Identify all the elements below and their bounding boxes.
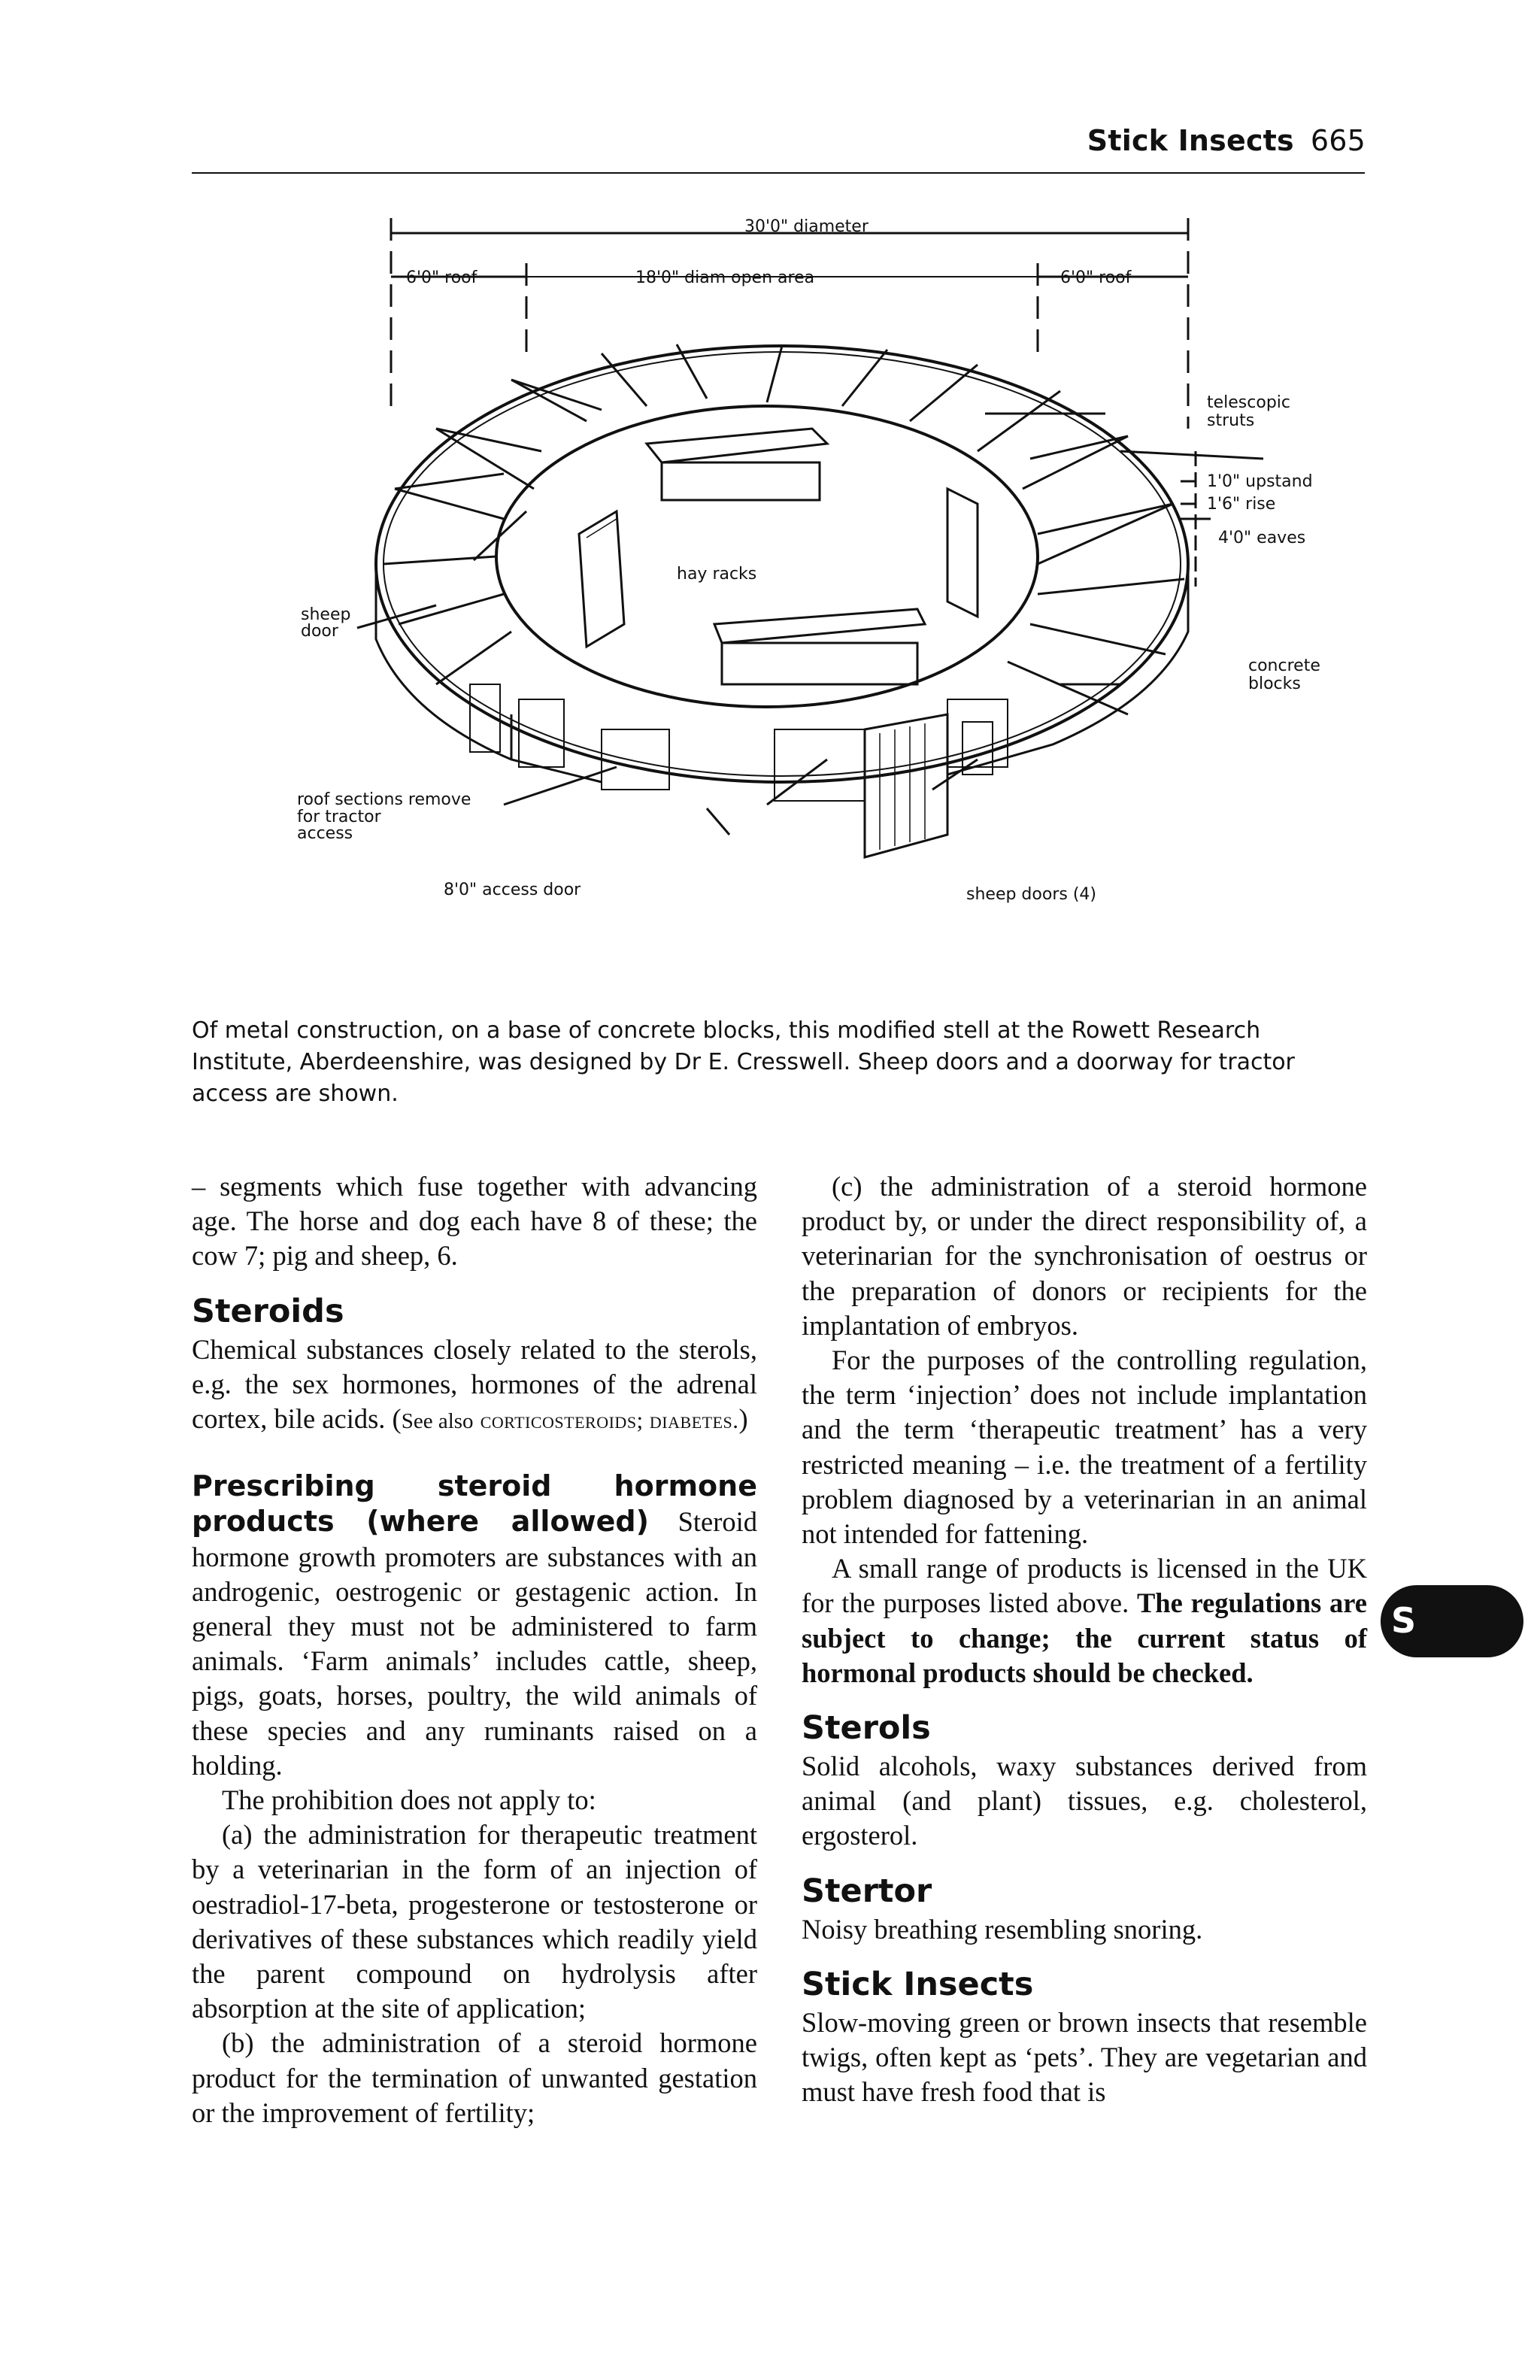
sheep-stell-illustration bbox=[286, 203, 1369, 985]
item-c-paragraph: (c) the administration of a steroid hormone product by, or under the direct responsibility of, a veterinarian for the synchronisation of oestrus or the preparation of donors or recipients for the implantation of embryos. bbox=[802, 1171, 1367, 1341]
thumb-tab-letter: S bbox=[1391, 1600, 1417, 1641]
steroids-text: Chemical substances closely related to the sterols, e.g. the sex hormones, hormones of the adrenal cortex, bile acids. ( bbox=[192, 1333, 757, 1435]
svg-text:sheep doors (4): sheep doors (4) bbox=[966, 885, 1096, 904]
svg-text:access: access bbox=[297, 824, 353, 843]
sterols-paragraph: Solid alcohols, waxy substances derived from animal (and plant) tissues, e.g. cholesterol, ergosterol. bbox=[802, 1751, 1367, 1851]
licensed-text: A small range of products is licensed in the UK for the purposes listed above. bbox=[802, 1553, 1367, 1619]
hay-rack-left bbox=[579, 511, 624, 647]
item-b-paragraph: (b) the administration of a steroid hormone product for the termination of unwanted gestation or the improvement of fertility; bbox=[192, 2027, 757, 2128]
steroids-paragraph bbox=[192, 1332, 757, 1439]
svg-text:6'0" roof: 6'0" roof bbox=[1060, 268, 1132, 287]
svg-text:telescopic: telescopic bbox=[1207, 393, 1290, 412]
hay-rack-bottom bbox=[714, 609, 925, 684]
heading-prescribing: Prescribing steroid hormone products (where allowed) bbox=[192, 1469, 757, 1539]
item-a-paragraph: (a) the administration for therapeutic treatment by a veterinarian in the form of an injection of oestradiol-17-beta, progesterone or testosterone or derivatives of these substances which readily yield the parent compound on hydrolysis after absorption at the site of application; bbox=[192, 1819, 757, 2024]
continuation-paragraph: – segments which fuse together with advancing age. The horse and dog each have 8 of these; the cow 7; pig and sheep, 6. bbox=[192, 1171, 757, 1272]
running-head-title: Stick Insects bbox=[1087, 124, 1294, 157]
heading-stick-insects: Stick Insects bbox=[802, 1965, 1034, 2003]
svg-text:30'0" diameter: 30'0" diameter bbox=[744, 217, 869, 236]
cross-references: corticosteroids; diabetes. bbox=[480, 1407, 739, 1434]
thumb-index-tab bbox=[1381, 1585, 1523, 1657]
prescribing-text: Steroid hormone growth promoters are substances with an androgenic, oestrogenic or gestagenic action. In general they must not be administered to farm animals. ‘Farm animals’ includes cattle, sheep, pigs, goats, horses, poultry, the wild animals of these species and any ruminants raised on a holding. bbox=[192, 1506, 757, 1781]
svg-text:roof sections remove: roof sections remove bbox=[297, 790, 471, 809]
svg-text:sheep: sheep bbox=[301, 605, 351, 624]
svg-text:door: door bbox=[301, 622, 338, 641]
heading-sterols: Sterols bbox=[802, 1709, 931, 1748]
svg-text:concrete: concrete bbox=[1248, 656, 1320, 675]
svg-text:18'0" diam open area: 18'0" diam open area bbox=[635, 268, 815, 287]
regulations-notice: The regulations are subject to change; the current status of hormonal products should be checked. bbox=[802, 1587, 1367, 1688]
svg-text:for tractor: for tractor bbox=[297, 808, 381, 826]
closing-paren: ) bbox=[738, 1403, 748, 1435]
heading-steroids: Steroids bbox=[192, 1292, 344, 1330]
svg-text:6'0" roof: 6'0" roof bbox=[406, 268, 477, 287]
running-head bbox=[1087, 124, 1366, 157]
prohibition-paragraph: The prohibition does not apply to: bbox=[222, 1784, 596, 1816]
svg-text:hay racks: hay racks bbox=[677, 565, 757, 584]
see-also: See also bbox=[401, 1409, 474, 1434]
hay-rack-right bbox=[947, 489, 978, 617]
svg-text:1'6" rise: 1'6" rise bbox=[1207, 495, 1276, 514]
svg-text:8'0" access door: 8'0" access door bbox=[444, 881, 581, 899]
svg-text:4'0" eaves: 4'0" eaves bbox=[1218, 529, 1306, 547]
svg-text:1'0" upstand: 1'0" upstand bbox=[1207, 472, 1313, 491]
figure-caption: Of metal construction, on a base of concrete blocks, this modified stell at the Rowett Research Institute, Aberdeenshire, was designed by Dr E. Cresswell. Sheep doors and a doorway for tractor access are shown. bbox=[192, 1017, 1295, 1107]
left-column bbox=[192, 1169, 757, 2130]
right-column bbox=[802, 1169, 1367, 2109]
hay-rack-top bbox=[647, 429, 827, 500]
svg-text:blocks: blocks bbox=[1248, 675, 1301, 693]
licensed-paragraph bbox=[802, 1551, 1367, 1690]
svg-text:struts: struts bbox=[1207, 411, 1255, 430]
purposes-paragraph: For the purposes of the controlling regulation, the term ‘injection’ does not include implantation and the term ‘therapeutic treatment’ has a very restricted meaning – i.e. the treatment of a fertility problem diagnosed by a veterinarian in an animal not intended for fattening. bbox=[802, 1345, 1367, 1550]
stertor-paragraph: Noisy breathing resembling snoring. bbox=[802, 1913, 1203, 1945]
stick-insects-paragraph: Slow-moving green or brown insects that resemble twigs, often kept as ‘pets’. They are vegetarian and must have fresh food that is bbox=[802, 2006, 1367, 2108]
header-rule bbox=[192, 172, 1365, 174]
access-door-panel bbox=[865, 714, 947, 857]
heading-stertor: Stertor bbox=[802, 1872, 932, 1910]
prescribing-paragraph bbox=[192, 1469, 757, 1783]
page-number: 665 bbox=[1310, 124, 1366, 157]
